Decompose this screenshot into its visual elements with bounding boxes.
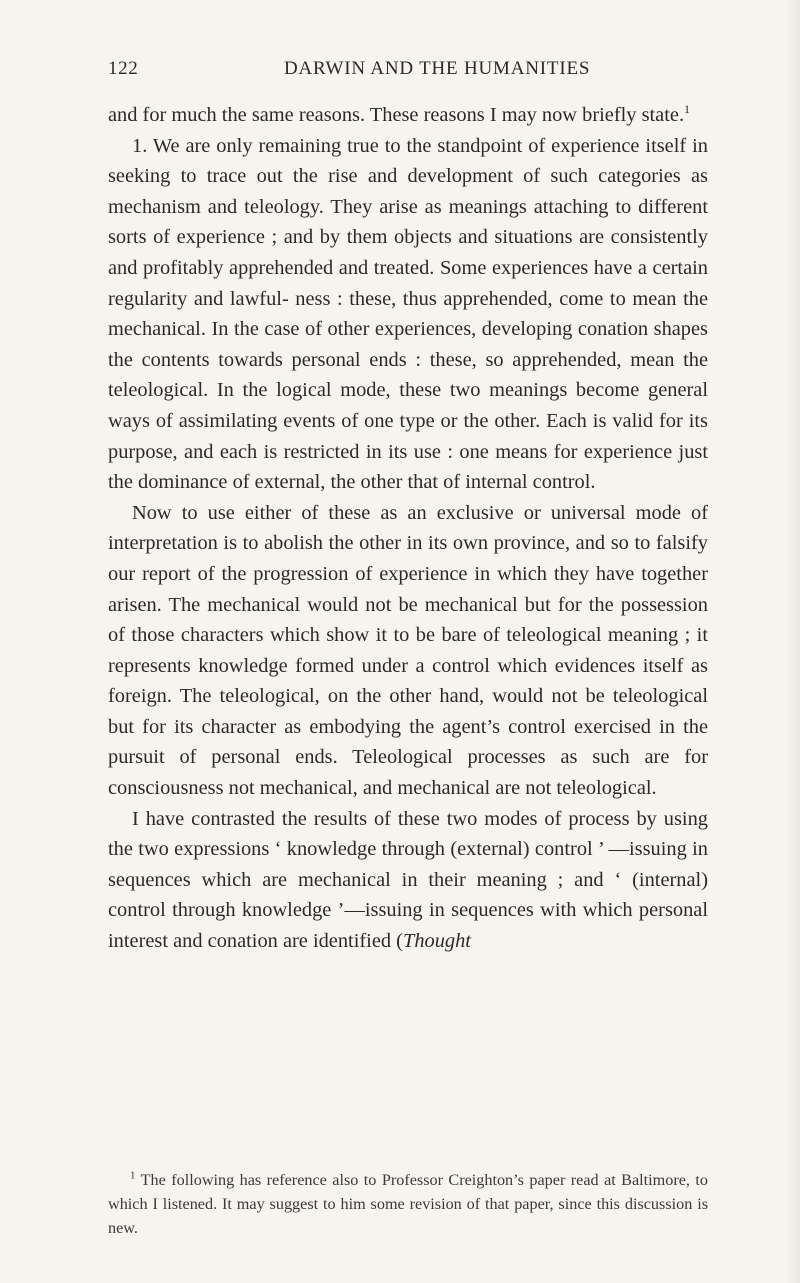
footnote-reference: 1	[684, 102, 691, 117]
page-number: 122	[108, 58, 139, 79]
paragraph	[108, 804, 708, 957]
footnote-text: The following has reference also to Professor Creighton’s paper read at Baltimore, to which I listened. It may suggest to him some revision of that paper, since this discussion is new.	[108, 1171, 708, 1237]
paragraph-continuation	[108, 100, 708, 131]
paragraph-text: I have contrasted the results of these two modes of process by using the two expressions ‘ knowledge through (external) control ’ —issuing in sequences which are mechanical in their meaning ; and ‘ (internal) control through knowledge ’—issuing in sequences with which personal interest and conation are identified (	[108, 807, 708, 953]
italic-book-reference: Thought	[402, 930, 471, 953]
book-title: DARWIN AND THE HUMANITIES	[284, 58, 591, 79]
paragraph-text: and for much the same reasons. These reasons I may now briefly state.	[108, 104, 685, 126]
page-edge-shadow	[786, 0, 800, 1283]
footnote-mark: 1	[130, 1169, 136, 1182]
paragraph	[108, 131, 708, 498]
paragraph	[108, 498, 708, 804]
running-head	[108, 58, 708, 88]
footnote	[108, 1168, 708, 1240]
body-text	[108, 100, 708, 957]
paragraph-text: Now to use either of these as an exclusive or universal mode of interpretation is to abolish the other in its own province, and so to falsify our report of the progression of experience in which they have together arisen. The mechanical would not be mechanical but for the possession of those characters which show it to be bare of teleological meaning ; it represents knowledge formed under a control which evidences itself as foreign. The teleological, on the other hand, would not be teleological but for its character as embodying the agent’s control exercised in the pursuit of personal ends. Teleological processes as such are for consciousness not mechanical, and mechanical are not teleological.	[108, 501, 708, 800]
paragraph-text: 1. We are only remaining true to the standpoint of experience itself in seeking to trace out the rise and development of such categories as mechanism and teleology. They arise as meanings attaching to different sorts of experience ; and by them objects and situations are consistently and profitably apprehended and treated. Some experiences have a certain regularity and lawful- ness : these, thus apprehended, come to mean the mechanical. In the case of other experiences, developing conation shapes the contents towards personal ends : these, so apprehended, mean the teleological. In the logical mode, these two meanings become general ways of assimilating events of one type or the other. Each is valid for its purpose, and each is restricted in its use : one means for experience just the dominance of external, the other that of internal control.	[108, 134, 708, 494]
footnotes	[108, 1168, 708, 1240]
